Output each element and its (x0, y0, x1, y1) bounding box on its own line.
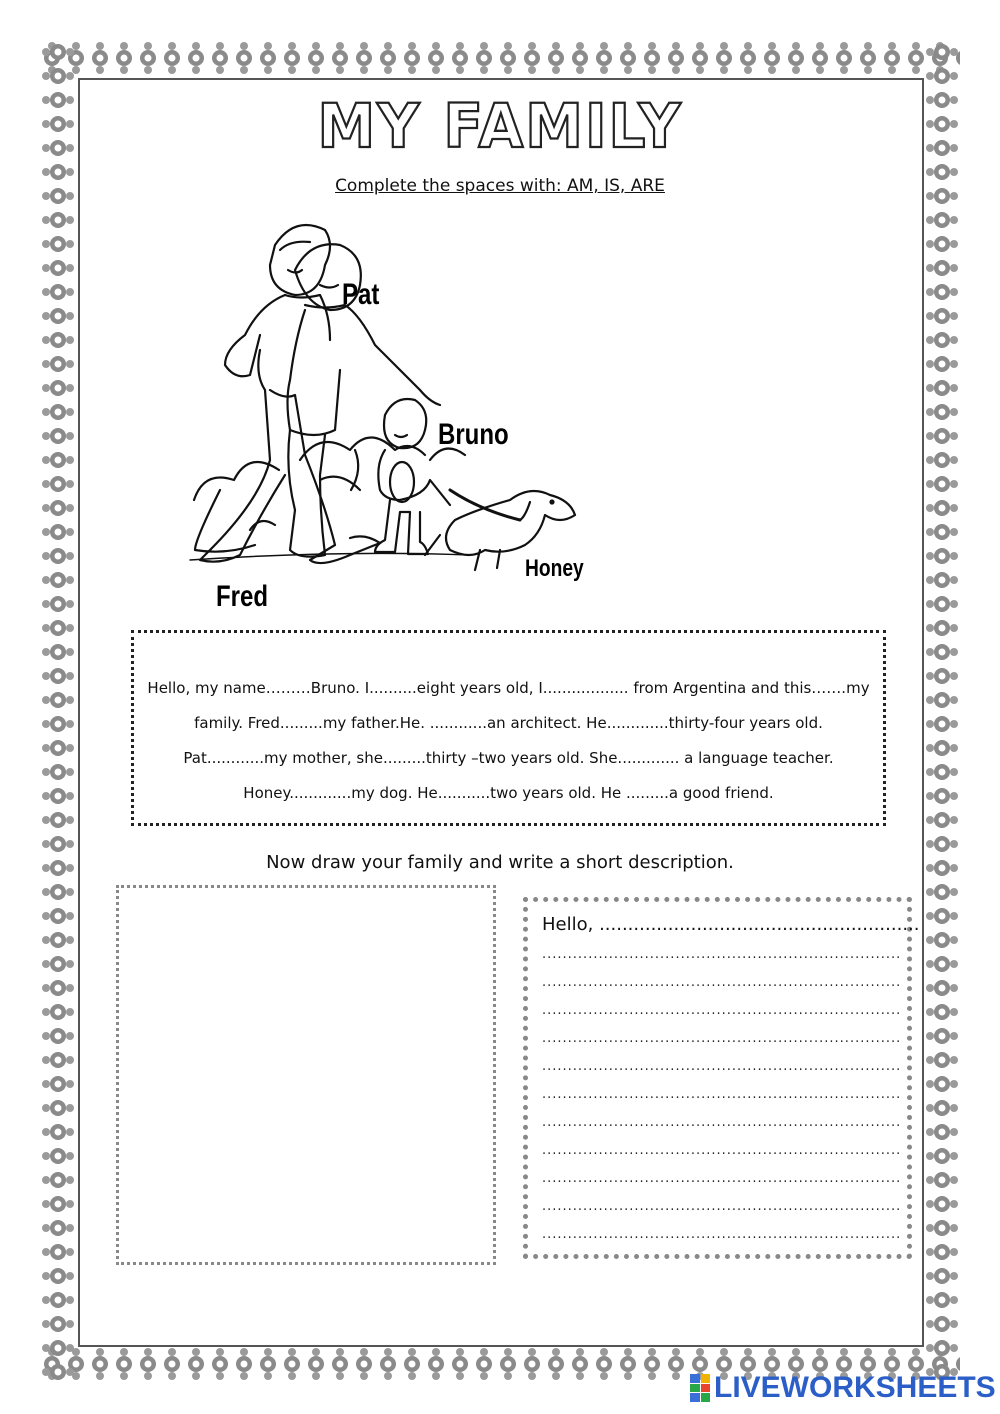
writing-area[interactable] (523, 897, 920, 1259)
writing-blank-line[interactable]: ...................................................................... (542, 1031, 902, 1046)
exercise-line-2: family. Fred.........my father.He. ............an architect. He.............thirty-four years old. (194, 714, 823, 732)
drawing-instruction: Now draw your family and write a short description. (266, 852, 734, 873)
label-fred: Fred (216, 580, 269, 613)
flower-pattern (924, 40, 960, 1382)
logo-icon (690, 1374, 710, 1402)
writing-blank-line[interactable]: ...................................................................... (542, 1003, 902, 1018)
label-honey: Honey (525, 555, 584, 582)
exercise-line-1: Hello, my name………Bruno. I..........eight years old, I.................. from Argentina and this…….my (147, 679, 870, 697)
writing-first-line[interactable]: Hello, ........................................................ (542, 914, 920, 935)
flower-pattern (40, 40, 960, 76)
writing-blank-line[interactable]: ...................................................................... (542, 1199, 902, 1214)
drawing-area[interactable] (116, 885, 496, 1265)
writing-blank-line[interactable]: ...................................................................... (542, 1087, 902, 1102)
page-title: MY FAMILY (317, 90, 683, 162)
exercise-line-4: Honey.............my dog. He...........two years old. He .........a good friend. (243, 784, 774, 802)
writing-blank-line[interactable]: ...................................................................... (542, 1115, 902, 1130)
writing-blank-line[interactable]: ...................................................................... (542, 1171, 902, 1186)
writing-blank-line[interactable]: ...................................................................... (542, 1227, 902, 1242)
family-illustration (180, 210, 620, 630)
exercise-line-3: Pat............my mother, she.........thirty –two years old. She............. a language teacher. (183, 749, 834, 767)
decorative-border-left (40, 40, 76, 1382)
liveworksheets-logo (690, 1372, 996, 1404)
instructions-subtitle: Complete the spaces with: AM, IS, ARE (335, 176, 665, 196)
writing-blank-line[interactable]: ...................................................................... (542, 1059, 902, 1074)
label-pat: Pat (342, 278, 380, 311)
writing-blank-line[interactable]: ...................................................................... (542, 975, 902, 990)
writing-blank-line[interactable]: ...................................................................... (542, 1143, 902, 1158)
decorative-border-right (924, 40, 960, 1382)
writing-blank-line[interactable]: ...................................................................... (542, 947, 902, 962)
flower-pattern (40, 40, 76, 1382)
logo-text: LIVEWORKSHEETS (714, 1371, 996, 1404)
decorative-border-top (40, 40, 960, 76)
exercise-box (131, 630, 886, 826)
label-bruno: Bruno (438, 418, 509, 451)
